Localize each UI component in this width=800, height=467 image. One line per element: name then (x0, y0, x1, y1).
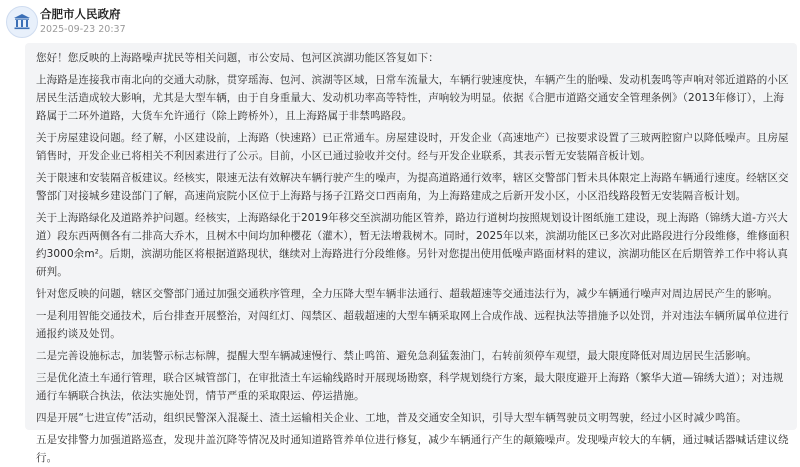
reply-paragraph: 五是安排警力加强道路巡查，发现井盖沉降等情况及时通知道路管养单位进行修复，减少车辆通行产生的颠簸噪声。发现噪声较大的车辆，通过喊话器喊话建议绕行。 (36, 434, 789, 464)
avatar[interactable] (6, 6, 38, 38)
reply-header (0, 0, 800, 44)
reply-paragraph: 四是开展“七进宣传”活动，组织民警深入混凝土、渣土运输相关企业、工地，普及交通安全知识，引导大型车辆驾驶员文明驾驶，经过小区时减少鸣笛。 (36, 412, 747, 424)
reply-paragraph: 关于上海路绿化及道路养护问题。经核实，上海路绿化于2019年移交至滨湖功能区管养，路边行道树均按照规划设计图纸施工建设，现上海路（锦绣大道-方兴大道）段东西两侧各有二排高大乔木，且树木中间均加种樱花（灌木），暂无法增栽树木。同时，2025年以来，滨湖功能区已多次对此路段进行分段维修，维修面积约3000余m²。后期，滨湖功能区将根据道路现状，继续对上海路进行分段维修。另针对您提出使用低噪声路面材料的建议，滨湖功能区在后期管养工作中将认真研判。 (36, 212, 790, 278)
reply-paragraph: 三是优化渣土车通行管理，联合区城管部门，在审批渣土车运输线路时开展现场勘察，科学规划绕行方案，最大限度避开上海路（繁华大道—锦绣大道）；对违规通行车辆联合执法，依法实施处罚，情节严重的采取限运、停运措施。 (36, 372, 784, 402)
reply-content (25, 43, 797, 464)
reply-paragraph: 关于房屋建设问题。经了解，小区建设前，上海路（快速路）已正常通车。房屋建设时，开发企业（高速地产）已按要求设置了三玻两腔窗户以降低噪声。且房屋销售时，开发企业已将相关不利因素进行了公示。目前，小区已通过验收并交付。经与开发企业联系，其表示暂无安装隔音板计划。 (36, 132, 789, 162)
reply-paragraph: 二是完善设施标志，加装警示标志标牌，提醒大型车辆减速慢行、禁止鸣笛、避免急刹猛轰油门，右转前须停车观望，最大限度降低对周边居民生活影响。 (36, 350, 757, 362)
reply-paragraph: 关于限速和安装隔音板建议。经核实，限速无法有效解决车辆行驶产生的噪声，为提高道路通行效率，辖区交警部门暂未具体限定上海路车辆通行速度。经辖区交警部门对接城乡建设部门了解，高速尚宸院小区位于上海路与扬子江路交口西南角，为上海路建成之后新开发小区，小区沿线路段暂无安装隔音板计划。 (36, 172, 789, 202)
reply-timestamp: 2025-09-23 20:37 (40, 24, 126, 35)
reply-paragraph: 一是利用智能交通技术，后台排查开展整治，对闯红灯、闯禁区、超载超速的大型车辆采取网上合成作战、远程执法等措施予以处罚，并对违法车辆所属单位进行通报约谈及处罚。 (36, 310, 789, 340)
government-emblem-icon (12, 12, 32, 32)
reply-paragraph: 针对您反映的问题，辖区交警部门通过加强交通秩序管理，全力压降大型车辆非法通行、超载超速等交通违法行为，减少车辆通行噪声对周边居民产生的影响。 (36, 288, 778, 300)
reply-paragraph: 您好！您反映的上海路噪声扰民等相关问题，市公安局、包河区滨湖功能区答复如下： (36, 52, 439, 64)
reply-paragraph: 上海路是连接我市南北向的交通大动脉，贯穿瑶海、包河、滨湖等区域，日常车流量大，车辆行驶速度快，车辆产生的胎噪、发动机轰鸣等声响对邻近道路的小区居民生活造成较大影响，尤其是大型车辆，由于自身重量大、发动机功率高等特性，声响较为明显。依据《合肥市道路交通安全管理条例》（2013年修订），上海路属于二环外道路，大货车允许通行（除上跨桥外），且上海路属于非禁鸣路段。 (36, 74, 789, 122)
org-name[interactable]: 合肥市人民政府 (40, 7, 121, 21)
